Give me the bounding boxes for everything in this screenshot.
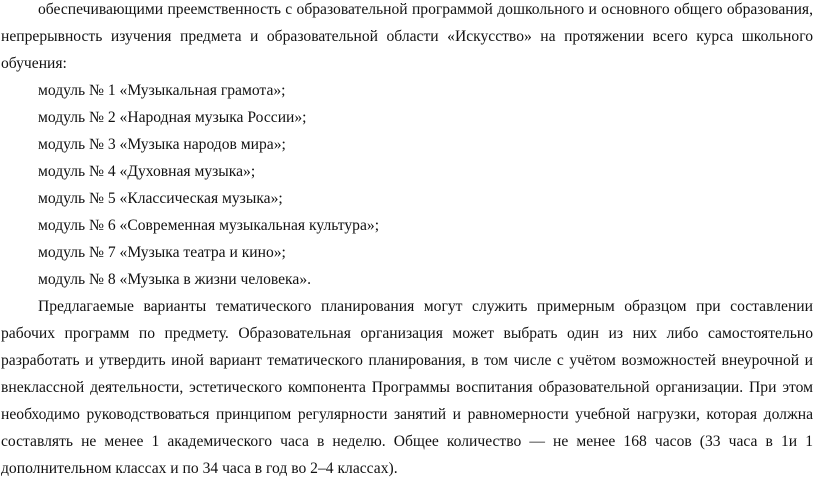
paragraph-line-4: внеклассной деятельности, эстетического компонента Программы воспитания образовательной организации. При этом [1,379,813,396]
module-item-4: модуль № 4 «Духовная музыка»; [38,163,256,180]
module-item-5: модуль № 5 «Классическая музыка»; [38,190,283,207]
intro-line-1: обеспечивающими преемственность с образовательной программой дошкольного и основного общего образования, [38,1,813,18]
module-item-3: модуль № 3 «Музыка народов мира»; [38,136,286,153]
module-item-6: модуль № 6 «Современная музыкальная культура»; [38,217,380,234]
paragraph-line-6: составлять не менее 1 академического часа в неделю. Общее количество — не менее 168 часов (33 часа в 1и 1 [1,433,813,450]
intro-line-3: обучения: [1,55,67,72]
intro-line-2: непрерывность изучения предмета и образовательной области «Искусство» на протяжении всего курса школьного [1,28,813,45]
module-item-7: модуль № 7 «Музыка театра и кино»; [38,244,286,261]
paragraph-line-7: дополнительном классах и по 34 часа в год во 2–4 классах). [1,460,398,477]
paragraph-line-1: Предлагаемые варианты тематического планирования могут служить примерным образцом при составлении [38,298,813,315]
module-item-1: модуль № 1 «Музыкальная грамота»; [38,82,286,99]
paragraph-line-3: разработать и утвердить иной вариант тематического планирования, в том числе с учётом возможностей внеурочной и [1,352,813,369]
module-item-8: модуль № 8 «Музыка в жизни человека». [38,271,312,288]
paragraph-line-5: необходимо руководствоваться принципом регулярности занятий и равномерности учебной нагрузки, которая должна [1,406,813,423]
paragraph-line-2: рабочих программ по предмету. Образовательная организация может выбрать один из них либо самостоятельно [1,325,813,342]
module-item-2: модуль № 2 «Народная музыка России»; [38,109,307,126]
